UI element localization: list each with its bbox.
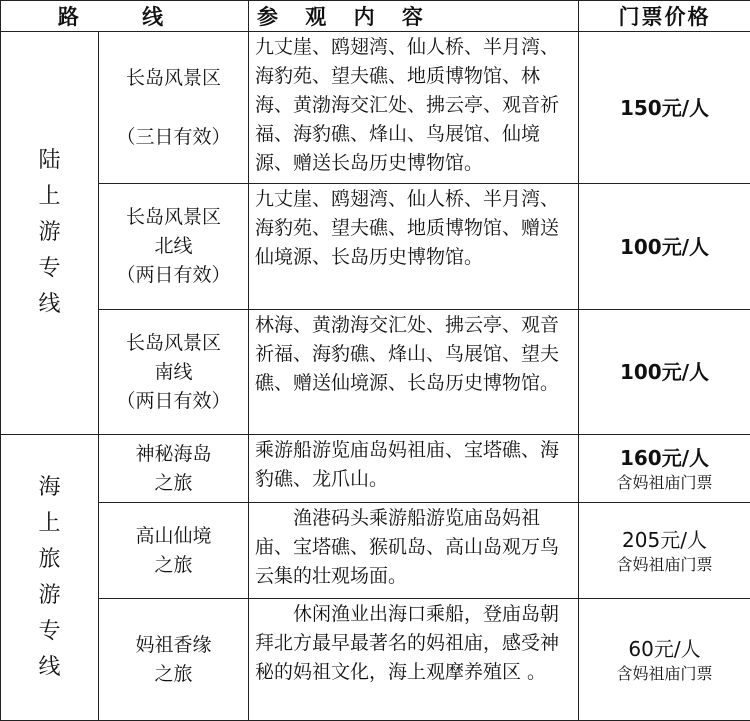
header-content: 参 观 内 容 <box>249 1 579 32</box>
table-row <box>1 599 750 721</box>
group-sea-label: 海 上 旅 游 专 线 <box>1 435 99 721</box>
table-row <box>1 435 750 503</box>
header-price: 门票价格 <box>579 1 750 32</box>
route-content: 乘游船游览庙岛妈祖庙、宝塔礁、海豹礁、龙爪山。 <box>249 435 579 503</box>
route-price: 150元/人 <box>579 32 750 184</box>
route-content: 林海、黄渤海交汇处、拂云亭、观音祈福、海豹礁、烽山、鸟展馆、望夫礁、赠送仙境源、长岛历史博物馆。 <box>249 310 579 435</box>
table-row <box>1 310 750 435</box>
route-price: 160元/人 含妈祖庙门票 <box>579 435 750 503</box>
route-name: 神秘海岛 之旅 <box>99 435 249 503</box>
route-content: 九丈崖、鸥翅湾、仙人桥、半月湾、海豹苑、望夫礁、地质博物馆、林海、黄渤海交汇处、拂云亭、观音祈福、海豹礁、烽山、鸟展馆、仙境源、赠送长岛历史博物馆。 <box>249 32 579 184</box>
route-name: 长岛风景区 北线 （两日有效） <box>99 184 249 310</box>
route-name: 妈祖香缘 之旅 <box>99 599 249 721</box>
header-route: 路 线 <box>1 1 249 32</box>
table-row <box>1 32 750 184</box>
route-price: 60元/人 含妈祖庙门票 <box>579 599 750 721</box>
route-content: 渔港码头乘游船游览庙岛妈祖庙、宝塔礁、猴矶岛、高山岛观万鸟云集的壮观场面。 <box>249 503 579 599</box>
table-row <box>1 503 750 599</box>
header-row <box>1 1 750 32</box>
route-content: 九丈崖、鸥翅湾、仙人桥、半月湾、海豹苑、望夫礁、地质博物馆、赠送仙境源、长岛历史博物馆。 <box>249 184 579 310</box>
route-name: 高山仙境 之旅 <box>99 503 249 599</box>
route-price: 205元/人 含妈祖庙门票 <box>579 503 750 599</box>
group-land-label: 陆 上 游 专 线 <box>1 32 99 435</box>
route-name: 长岛风景区 南线 （两日有效） <box>99 310 249 435</box>
route-content: 休闲渔业出海口乘船，登庙岛朝拜北方最早最著名的妈祖庙，感受神秘的妈祖文化，海上观摩养殖区 。 <box>249 599 579 721</box>
table-row <box>1 184 750 310</box>
route-name: 长岛风景区 （三日有效） <box>99 32 249 184</box>
route-price: 100元/人 <box>579 310 750 435</box>
route-price: 100元/人 <box>579 184 750 310</box>
